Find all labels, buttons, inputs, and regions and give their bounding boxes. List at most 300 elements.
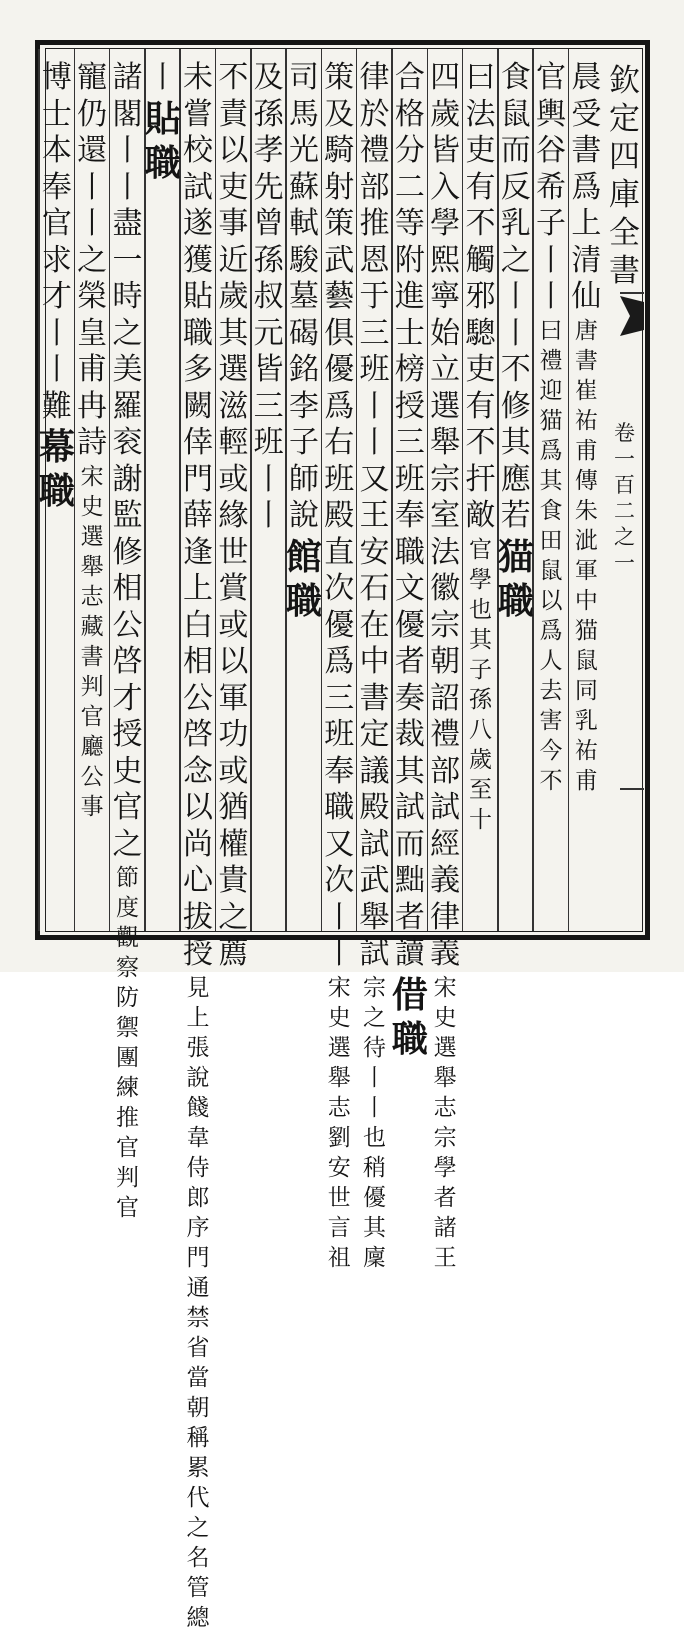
text-char: 殿: [324, 498, 355, 533]
note-char: 序: [186, 1214, 210, 1241]
text-char: 先: [253, 169, 284, 205]
text-char: 軾: [288, 206, 319, 241]
note-char: 甫: [574, 767, 598, 794]
text-char: 貴: [218, 863, 249, 898]
heading-char: 借: [391, 973, 428, 1016]
text-char: 三: [324, 680, 355, 716]
text-char: 不: [465, 425, 496, 460]
note-char: 舉: [433, 1064, 457, 1091]
title-char: 定: [609, 101, 640, 137]
text-char: 白: [183, 607, 214, 643]
text-char: 馬: [288, 96, 319, 132]
note-char: 禦: [115, 1015, 139, 1041]
text-char: 義: [430, 936, 461, 971]
text-char: 闕: [183, 388, 214, 424]
text-char: 丨: [359, 388, 390, 424]
text-char: 仍: [77, 96, 108, 132]
text-char: 官: [41, 206, 72, 241]
text-char: 逢: [183, 534, 214, 570]
text-char: 職: [324, 790, 355, 825]
text-char: 爲: [324, 644, 355, 679]
note-char: 唐: [574, 317, 598, 344]
note-char: 鼠: [539, 557, 563, 584]
note-char: 甫: [574, 437, 598, 464]
text-char: 試: [359, 826, 390, 862]
text-char: 義: [430, 863, 461, 898]
text-char: 其: [394, 753, 425, 789]
note-char: 官: [468, 536, 492, 563]
text-char: 曰: [465, 60, 496, 95]
text-char: 尚: [183, 826, 214, 862]
note-char: 泚: [574, 527, 598, 554]
note-char: 管: [186, 1574, 210, 1601]
text-char: 監: [112, 498, 143, 533]
text-char: 進: [394, 279, 425, 314]
heading-char: 職: [144, 141, 181, 184]
note-char: 王: [433, 1244, 457, 1271]
volume-char: 二: [614, 499, 635, 523]
text-column: [569, 60, 604, 928]
text-char: 禮: [430, 717, 461, 752]
text-char: 諸: [112, 60, 143, 95]
text-char: 班: [394, 461, 425, 497]
text-char: 丨: [536, 242, 567, 278]
note-char: 稍: [363, 1154, 387, 1181]
note-char: 稱: [186, 1424, 210, 1451]
note-char: 推: [115, 1105, 139, 1131]
note-char: 宋: [433, 974, 457, 1001]
note-char: 軍: [574, 557, 598, 584]
text-char: 部: [430, 753, 461, 789]
text-char: 四: [430, 60, 461, 95]
text-char: 班: [324, 461, 355, 497]
text-char: 受: [571, 96, 602, 132]
text-char: 歲: [430, 96, 461, 132]
text-char: 吏: [465, 133, 496, 168]
text-column: [286, 60, 321, 928]
note-char: 之: [363, 1004, 387, 1031]
text-char: 若: [500, 498, 531, 533]
text-char: 功: [218, 717, 249, 752]
note-char: 祐: [574, 737, 598, 764]
text-char: 又: [359, 461, 390, 497]
text-char: 反: [500, 169, 531, 205]
text-char: 謝: [112, 461, 143, 497]
text-char: 不: [218, 60, 249, 95]
volume-label: [606, 420, 643, 576]
text-char: 皆: [430, 133, 461, 168]
text-char: 始: [430, 315, 461, 351]
text-char: 世: [218, 534, 249, 570]
note-char: 度: [115, 895, 139, 921]
note-char: 總: [186, 1604, 210, 1631]
text-char: 徽: [430, 571, 461, 606]
text-char: 光: [288, 133, 319, 168]
text-char: 盡: [112, 206, 143, 241]
text-char: 詩: [77, 425, 108, 460]
volume-char: 之: [614, 525, 635, 549]
title-char: 四: [609, 139, 640, 175]
text-char: 羅: [112, 388, 143, 424]
text-char: 扞: [465, 461, 496, 497]
note-char: 劉: [327, 1124, 351, 1151]
text-char: 元: [253, 315, 284, 351]
text-char: 部: [359, 169, 390, 205]
text-column: [498, 60, 533, 928]
note-char: 禮: [539, 347, 563, 374]
text-char: 相: [112, 571, 143, 606]
text-char: 有: [465, 388, 496, 424]
book-title: [606, 62, 643, 290]
text-char: 丨: [41, 315, 72, 351]
text-char: 以: [218, 133, 249, 168]
text-char: 黜: [394, 863, 425, 898]
text-char: 選: [218, 352, 249, 387]
text-char: 冉: [77, 388, 108, 424]
note-char: 上: [186, 1004, 210, 1031]
text-column: [391, 60, 428, 1060]
text-char: 美: [112, 352, 143, 387]
note-char: 宗: [363, 974, 387, 1001]
text-char: 孫: [253, 96, 284, 132]
heading-char: 館: [285, 535, 322, 578]
note-char: 志: [433, 1094, 457, 1121]
text-char: 晨: [571, 60, 602, 95]
text-char: 貼: [183, 279, 214, 314]
text-char: 武: [324, 242, 355, 278]
text-char: 應: [500, 461, 531, 497]
text-char: 官: [536, 60, 567, 95]
note-char: 節: [115, 865, 139, 891]
text-char: 班: [253, 425, 284, 460]
text-char: 李: [288, 388, 319, 424]
text-char: 吏: [465, 352, 496, 387]
text-char: 門: [183, 461, 214, 497]
title-char: 庫: [609, 177, 640, 213]
text-char: 及: [253, 60, 284, 95]
text-char: 藝: [324, 279, 355, 314]
text-char: 才: [41, 279, 72, 314]
text-char: 獲: [183, 242, 214, 278]
note-char: 門: [186, 1244, 210, 1271]
text-char: 禮: [359, 133, 390, 168]
text-char: 丨: [147, 60, 178, 95]
text-char: 之: [112, 826, 143, 862]
note-char: 說: [186, 1064, 210, 1091]
text-char: 優: [324, 352, 355, 387]
text-char: 俱: [324, 315, 355, 351]
note-char: 宗: [433, 1124, 457, 1151]
text-char: 試: [430, 790, 461, 825]
text-char: 司: [288, 60, 319, 95]
text-char: 丨: [500, 279, 531, 314]
text-char: 格: [394, 96, 425, 132]
text-char: 試: [394, 790, 425, 825]
note-char: 優: [363, 1184, 387, 1211]
text-char: 策: [324, 60, 355, 95]
text-column: [110, 60, 145, 1221]
text-char: 谷: [536, 133, 567, 168]
note-char: 省: [186, 1334, 210, 1361]
title-char: 書: [609, 253, 640, 289]
text-column: [39, 60, 74, 928]
text-char: 奏: [394, 680, 425, 716]
text-char: 倖: [183, 425, 214, 460]
note-char: 名: [186, 1544, 210, 1571]
note-char: 也: [468, 596, 492, 623]
note-char: 禁: [186, 1304, 210, 1331]
text-char: 或: [218, 461, 249, 497]
note-char: 丨: [363, 1094, 387, 1121]
text-char: 丨: [324, 936, 355, 971]
note-char: 丨: [363, 1064, 387, 1091]
text-char: 朝: [430, 644, 461, 679]
text-char: 子: [536, 206, 567, 241]
fishtail-mark: [620, 296, 644, 336]
text-column: [357, 60, 392, 1271]
heading-char: 職: [391, 1017, 428, 1060]
text-char: 薦: [218, 936, 249, 971]
note-char: 食: [539, 497, 563, 524]
note-char: 害: [539, 707, 563, 734]
text-char: 丨: [77, 169, 108, 205]
note-char: 代: [186, 1484, 210, 1511]
text-column: [533, 60, 568, 928]
note-char: 官: [115, 1195, 139, 1221]
note-char: 今: [539, 737, 563, 764]
volume-char: 一: [614, 551, 635, 575]
text-char: 書: [359, 680, 390, 716]
note-char: 安: [327, 1154, 351, 1181]
note-char: 學: [433, 1154, 457, 1181]
text-char: 王: [359, 498, 390, 533]
text-char: 職: [394, 534, 425, 570]
text-char: 等: [394, 206, 425, 241]
heading-char: 猫: [497, 535, 534, 578]
text-column: [322, 60, 357, 1271]
text-char: 未: [183, 60, 214, 95]
note-char: 選: [327, 1034, 351, 1061]
text-char: 于: [359, 279, 390, 314]
text-char: 修: [112, 534, 143, 570]
text-char: 衮: [112, 425, 143, 460]
text-char: 者: [394, 644, 425, 679]
text-char: 附: [394, 242, 425, 278]
text-char: 分: [394, 133, 425, 168]
note-char: 朱: [574, 497, 598, 524]
heading-char: 職: [497, 579, 534, 622]
text-char: 事: [218, 206, 249, 241]
text-char: 史: [112, 753, 143, 789]
text-char: 入: [430, 169, 461, 205]
text-char: 食: [500, 60, 531, 95]
text-char: 殿: [359, 790, 390, 825]
text-char: 經: [430, 826, 461, 862]
text-column: [145, 60, 180, 928]
note-char: 觀: [115, 925, 139, 951]
text-char: 緣: [218, 498, 249, 533]
text-char: 還: [77, 133, 108, 168]
note-char: 之: [186, 1514, 210, 1541]
volume-char: 百: [614, 473, 635, 497]
note-char: 傳: [574, 467, 598, 494]
text-char: 詔: [430, 680, 461, 716]
text-char: 孫: [253, 242, 284, 278]
text-char: 士: [41, 96, 72, 132]
text-char: 求: [41, 242, 72, 278]
edge-rule-upper: [620, 292, 644, 294]
text-char: 上: [183, 571, 214, 606]
note-char: 防: [115, 985, 139, 1011]
text-char: 官: [112, 790, 143, 825]
text-char: 皆: [253, 352, 284, 387]
text-char: 而: [394, 826, 425, 862]
note-char: 廳: [80, 733, 104, 760]
text-char: 敵: [465, 498, 496, 533]
text-char: 石: [359, 571, 390, 606]
text-char: 優: [394, 607, 425, 643]
note-char: 祖: [327, 1244, 351, 1271]
text-char: 室: [430, 498, 461, 533]
text-char: 丨: [112, 133, 143, 168]
text-char: 權: [218, 826, 249, 862]
note-char: 十: [468, 806, 492, 833]
note-char: 諸: [433, 1214, 457, 1241]
text-char: 博: [41, 60, 72, 95]
heading-char: 職: [285, 579, 322, 622]
text-char: 爲: [324, 388, 355, 424]
text-char: 滋: [218, 388, 249, 424]
note-char: 廩: [363, 1244, 387, 1271]
text-char: 合: [394, 60, 425, 95]
text-char: 射: [324, 169, 355, 205]
text-char: 時: [112, 279, 143, 314]
note-char: 官: [115, 1135, 139, 1161]
note-char: 世: [327, 1184, 351, 1211]
note-char: 書: [80, 643, 104, 670]
note-char: 學: [468, 566, 492, 593]
text-char: 騎: [324, 133, 355, 168]
text-char: 恩: [359, 242, 390, 278]
text-char: 丨: [253, 498, 284, 533]
text-char: 希: [536, 169, 567, 205]
text-char: 心: [183, 863, 214, 898]
text-char: 法: [465, 96, 496, 132]
volume-char: 一: [614, 447, 635, 471]
text-char: 奉: [41, 169, 72, 205]
note-char: 侍: [186, 1154, 210, 1181]
text-char: 職: [183, 315, 214, 351]
text-char: 相: [183, 644, 214, 679]
text-char: 不: [465, 206, 496, 241]
text-char: 丨: [41, 352, 72, 387]
text-char: 又: [324, 826, 355, 862]
note-char: 書: [574, 347, 598, 374]
note-char: 宋: [80, 463, 104, 490]
note-char: 見: [186, 974, 210, 1001]
note-char: 選: [80, 523, 104, 550]
note-char: 同: [574, 677, 598, 704]
text-char: 丨: [112, 169, 143, 205]
text-char: 宗: [430, 461, 461, 497]
text-char: 學: [430, 206, 461, 241]
text-char: 次: [324, 571, 355, 606]
text-char: 仙: [571, 279, 602, 314]
text-char: 授: [112, 717, 143, 752]
text-char: 鼠: [500, 96, 531, 132]
text-char: 授: [183, 936, 214, 971]
edge-rule-lower: [620, 788, 644, 790]
note-char: 歲: [468, 746, 492, 773]
text-char: 三: [359, 315, 390, 351]
note-char: 以: [539, 587, 563, 614]
text-char: 觸: [465, 242, 496, 278]
text-char: 於: [359, 96, 390, 132]
text-char: 裁: [394, 717, 425, 752]
text-column: [428, 60, 463, 1271]
note-char: 官: [80, 703, 104, 730]
text-char: 而: [500, 133, 531, 168]
text-char: 定: [359, 717, 390, 752]
text-char: 上: [571, 206, 602, 241]
text-char: 讀: [394, 936, 425, 971]
text-char: 軍: [218, 680, 249, 716]
text-char: 試: [359, 936, 390, 971]
heading-char: 職: [38, 470, 75, 512]
text-char: 駿: [288, 242, 319, 278]
text-char: 其: [500, 425, 531, 460]
text-char: 丨: [359, 425, 390, 460]
note-char: 者: [433, 1184, 457, 1211]
text-char: 不: [500, 352, 531, 387]
text-char: 丨: [324, 899, 355, 935]
note-char: 爲: [539, 437, 563, 464]
note-char: 志: [327, 1094, 351, 1121]
note-char: 當: [186, 1364, 210, 1391]
note-char: 曰: [539, 317, 563, 344]
text-char: 吏: [218, 169, 249, 205]
note-char: 田: [539, 527, 563, 554]
text-char: 宗: [430, 607, 461, 643]
text-char: 策: [324, 206, 355, 241]
note-char: 史: [80, 493, 104, 520]
text-char: 才: [112, 680, 143, 716]
text-char: 爲: [571, 169, 602, 205]
note-char: 累: [186, 1454, 210, 1481]
text-char: 其: [218, 315, 249, 351]
text-char: 在: [359, 607, 390, 643]
text-char: 律: [430, 899, 461, 935]
text-char: 拔: [183, 899, 214, 935]
text-char: 難: [41, 388, 72, 424]
note-char: 志: [80, 583, 104, 610]
note-char: 選: [433, 1034, 457, 1061]
text-char: 嘗: [183, 96, 214, 132]
text-char: 試: [183, 169, 214, 205]
text-char: 丨: [500, 315, 531, 351]
text-char: 閣: [112, 96, 143, 132]
note-char: 郎: [186, 1184, 210, 1211]
text-char: 一: [112, 242, 143, 278]
text-column: [180, 60, 215, 1631]
text-char: 皇: [77, 315, 108, 351]
text-column: [216, 60, 251, 971]
text-char: 法: [430, 534, 461, 570]
title-char: 欽: [609, 63, 640, 99]
note-char: 通: [186, 1274, 210, 1301]
text-char: 近: [218, 242, 249, 278]
note-char: 餞: [186, 1094, 210, 1121]
